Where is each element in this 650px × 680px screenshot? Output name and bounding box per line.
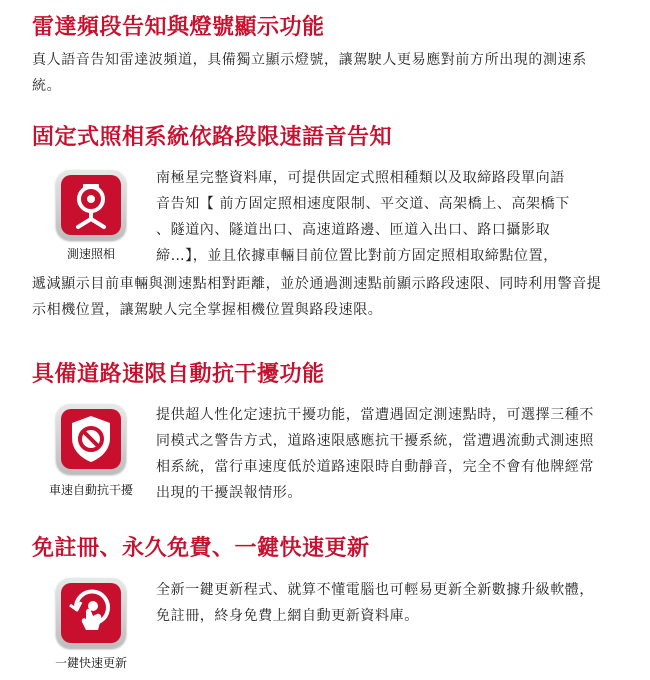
section-body-fixed-camera-cont: 遞減顯示目前車輛與測速點相對距離，並於通過測速點前顯示路段速限、同時利用警音提示相機位置，讓駕駛人完全掌握相機位置與路段速限。	[32, 276, 602, 318]
icon-caption-anti-interference: 車速自動抗干擾	[48, 483, 133, 497]
body-line: 音告知【 前方固定照相速度限制、平交道、高架橋上、高架橋下	[156, 196, 570, 212]
body-line: 締…】，並且依據車輛目前位置比對前方固定照相取締點位置，	[156, 248, 558, 264]
body-line: 南極星完整資料庫，可提供固定式照相種類以及取締路段單向語	[156, 170, 565, 186]
section-body-radar-band: 真人語音告知雷達波頻道，具備獨立顯示燈號，讓駕駛人更易應對前方所出現的測速系統。	[32, 52, 587, 94]
section-heading-free-update: 免註冊、永久免費、一鍵快速更新	[32, 536, 370, 561]
icon-caption-free-update: 一鍵快速更新	[54, 656, 127, 670]
section-heading-anti-interference: 具備道路速限自動抗干擾功能	[32, 362, 325, 387]
section-heading-radar-band: 雷達頻段告知與燈號顯示功能	[32, 15, 325, 40]
body-line: 、隧道內、隧道出口、高速道路邊、匝道入出口、路口攝影取	[156, 222, 551, 238]
section-body-free-update: 全新一鍵更新程式、就算不懂電腦也可輕易更新全新數據升級軟體，免註冊，終身免費上網自動更新資料庫。	[156, 582, 594, 624]
section-heading-fixed-camera: 固定式照相系統依路段限速語音告知	[32, 125, 393, 150]
section-body-fixed-camera-lines	[156, 165, 608, 269]
icon-caption-speed-camera: 測速照相	[66, 247, 115, 261]
shield-prohibit-icon	[56, 404, 126, 474]
speed-camera-icon	[56, 170, 126, 240]
hand-press-update-icon	[56, 578, 126, 648]
section-body-anti-interference: 提供超人性化定速抗干擾功能，當遭遇固定測速點時，可選擇三種不同模式之警告方式，道路速限感應抗干擾系統，當遭遇流動式測速照相系統，當行車速度低於道路速限時自動靜音，完全不會有他牌經常出現的干擾誤報情形。	[156, 407, 594, 501]
